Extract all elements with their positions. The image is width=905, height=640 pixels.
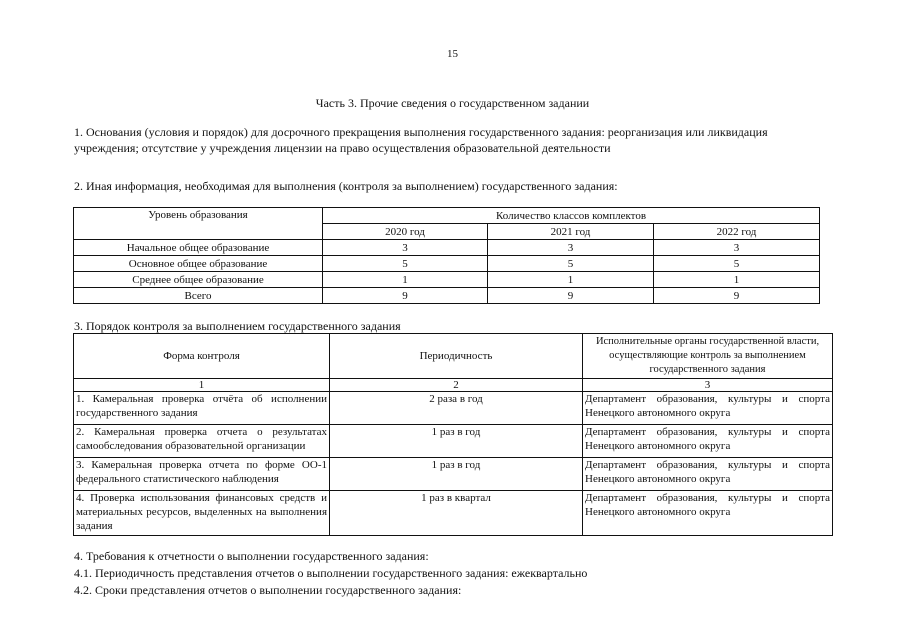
row-label: Всего <box>74 288 323 304</box>
periodicity: 1 раз в год <box>330 458 583 491</box>
row-label: Среднее общее образование <box>74 272 323 288</box>
cell-value: 5 <box>323 256 488 272</box>
row-label: Начальное общее образование <box>74 240 323 256</box>
cell-value: 1 <box>323 272 488 288</box>
paragraph-control-procedure: 3. Порядок контроля за выполнением государственного задания <box>74 319 401 333</box>
control-form: 4. Проверка использования финансовых средств и материальных ресурсов, выделенных на выполнения задания <box>74 491 330 536</box>
cell-value: 3 <box>323 240 488 256</box>
class-sets-table <box>73 207 820 304</box>
page-number: 15 <box>447 48 458 60</box>
cell-value: 9 <box>488 288 654 304</box>
control-body: Департамент образования, культуры и спорта Ненецкого автономного округа <box>583 491 833 536</box>
paragraph-reporting-periodicity: 4.1. Периодичность представления отчетов о выполнении государственного задания: ежеквартально <box>74 566 588 580</box>
table-row <box>74 458 833 491</box>
header-class-count: Количество классов комплектов <box>323 208 820 224</box>
periodicity: 2 раза в год <box>330 392 583 425</box>
periodicity: 1 раз в год <box>330 425 583 458</box>
table-numbering-row <box>74 379 833 392</box>
column-number: 3 <box>583 379 833 392</box>
header-control-bodies: Исполнительные органы государственной власти, осуществляющие контроль за выполнением государственного задания <box>583 334 833 379</box>
table-row <box>74 491 833 536</box>
row-label: Основное общее образование <box>74 256 323 272</box>
control-body: Департамент образования, культуры и спорта Ненецкого автономного округа <box>583 458 833 491</box>
header-periodicity: Периодичность <box>330 334 583 379</box>
header-year: 2022 год <box>654 224 820 240</box>
header-year: 2021 год <box>488 224 654 240</box>
header-year: 2020 год <box>323 224 488 240</box>
cell-value: 3 <box>654 240 820 256</box>
table-row <box>74 425 833 458</box>
cell-value: 9 <box>654 288 820 304</box>
control-form: 1. Камеральная проверка отчёта об исполнении государственного задания <box>74 392 330 425</box>
table-row-total <box>74 288 820 304</box>
paragraph-termination-grounds: 1. Основания (условия и порядок) для досрочного прекращения выполнения государственного задания: реорганизация или ликвидация учреждения; отсутствие у учреждения лицензии на право осуществления образовательной деятельности <box>74 125 768 155</box>
paragraph-reporting-requirements: 4. Требования к отчетности о выполнении государственного задания: <box>74 549 429 563</box>
column-number: 2 <box>330 379 583 392</box>
cell-value: 9 <box>323 288 488 304</box>
table-row <box>74 272 820 288</box>
column-number: 1 <box>74 379 330 392</box>
control-form: 3. Камеральная проверка отчета по форме ОО-1 федерального статистического наблюдения <box>74 458 330 491</box>
control-body: Департамент образования, культуры и спорта Ненецкого автономного округа <box>583 392 833 425</box>
section-title: Часть 3. Прочие сведения о государственном задании <box>315 96 590 110</box>
table-row <box>74 392 833 425</box>
control-procedure-table <box>73 333 833 536</box>
periodicity: 1 раз в квартал <box>330 491 583 536</box>
cell-value: 3 <box>488 240 654 256</box>
cell-value: 5 <box>488 256 654 272</box>
paragraph-other-info: 2. Иная информация, необходимая для выполнения (контроля за выполнением) государственного задания: <box>74 179 618 193</box>
table-row <box>74 256 820 272</box>
cell-value: 1 <box>488 272 654 288</box>
table-row <box>74 240 820 256</box>
control-body: Департамент образования, культуры и спорта Ненецкого автономного округа <box>583 425 833 458</box>
control-form: 2. Камеральная проверка отчета о результатах самообследования образовательной организации <box>74 425 330 458</box>
header-education-level: Уровень образования <box>74 208 323 240</box>
cell-value: 5 <box>654 256 820 272</box>
table-header-row <box>74 208 820 224</box>
paragraph-reporting-deadlines: 4.2. Сроки представления отчетов о выполнении государственного задания: <box>74 583 462 597</box>
header-control-form: Форма контроля <box>74 334 330 379</box>
cell-value: 1 <box>654 272 820 288</box>
table-header-row <box>74 334 833 379</box>
